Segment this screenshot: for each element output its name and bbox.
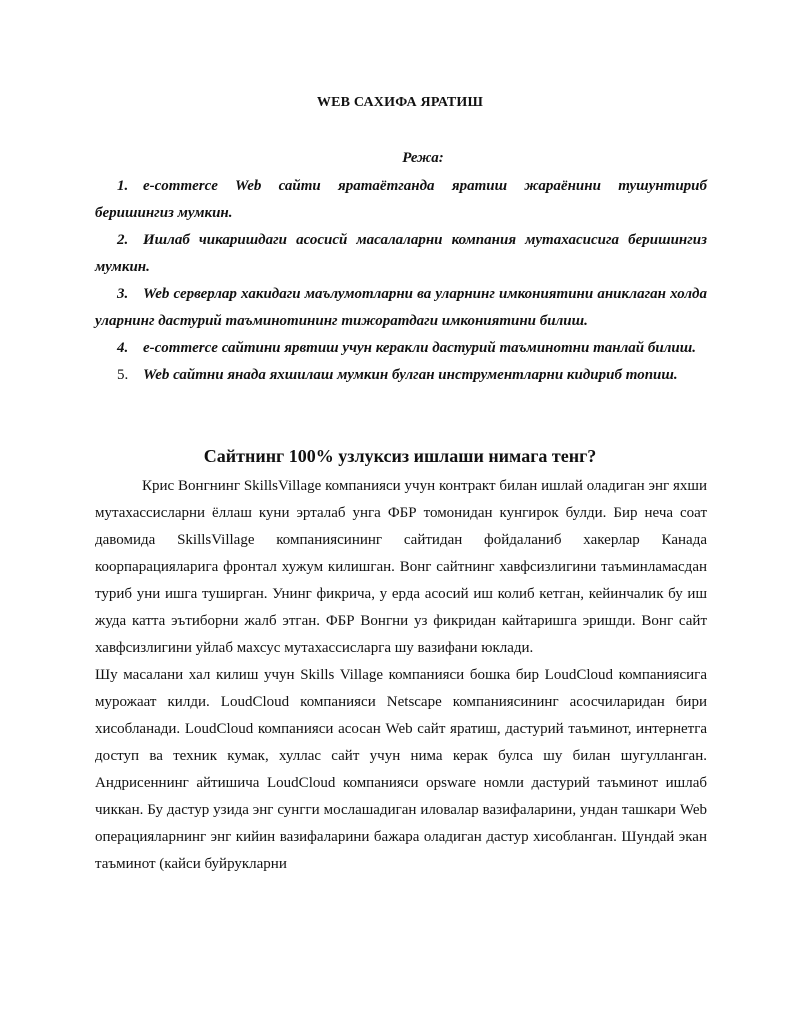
plan-item: 2. Ишлаб чикаришдаги асосисй масалаларни компания мутахасисига беришингиз мумкин.: [95, 232, 707, 275]
paragraph: Шу масалани хал килиш учун Skills Village компанияси бошка бир LoudCloud компаниясига мурожаат килди. LoudCloud компанияси Netscape компаниясининг асосчиларидан бири хисобланади. LoudCloud компанияси асосан Web сайт яратиш, дастурий таъминот, интернетга доступ ва техник кумак, хуллас сайт учун нима керак булса шу билан шугулланган. Андрисеннинг айтишича LoudCloud компанияси opsware номли дастурий таъминот ишлаб чиккан. Бу дастур узида энг сунгги мослашадиган иловалар вазифаларини, ундан ташкари Web операцияларнинг энг кийин вазифаларини бажара оладиган дастур хисобланган. Шундай экан таъминот (кайси буйрукларни: [95, 667, 707, 872]
plan-list: [95, 173, 707, 389]
plan-label: Режа:: [402, 150, 444, 166]
section-heading: Сайтнинг 100% узлуксиз ишлаши нимага тенг?: [203, 446, 597, 466]
paragraph: Крис Вонгнинг SkillsVillage компанияси учун контракт билан ишлай оладиган энг яхши мутахассисларни ёллаш куни эрталаб унга ФБР томонидан кунгирок булди. Бир неча соат давомида SkillsVillage компаниясининг сайтидан фойдаланиб хакерлар Канада коорпарацияларига фронтал хужум килишган. Вонг сайтнинг хавфсизлигини таъминламасдан туриб уни ишга туширган. Унинг фикрича, у ерда асосий иш колиб кетган, кейинчалик бу иш жуда катта эътиборни жалб этган. ФБР Вонгни уз фикридан кайтаришга эришди. Вонг сайт хавфсизлигини уйлаб махсус мутахассисларга шу вазифани юклади.: [95, 478, 707, 656]
plan-item: 5. Web сайтни янада яхшилаш мумкин булган инструментларни кидириб топиш.: [117, 367, 678, 383]
plan-item: 1. e-commerce Web сайти яратаётганда яратиш жараёнини тушунтириб беришингиз мумкин.: [95, 178, 707, 221]
plan-item: 3. Web серверлар хакидаги маълумотларни ва уларнинг имкониятини аниклаган холда уларнинг дастурий таъминотининг тижоратдаги имкониятини билиш.: [95, 286, 707, 329]
plan-item: 4. e-commerce сайтини ярвтиш учун керакли дастурий таъминотни танлай билиш.: [117, 340, 696, 356]
body-text: [95, 473, 707, 878]
document-title: WEB САХИФА ЯРАТИШ: [316, 95, 484, 110]
